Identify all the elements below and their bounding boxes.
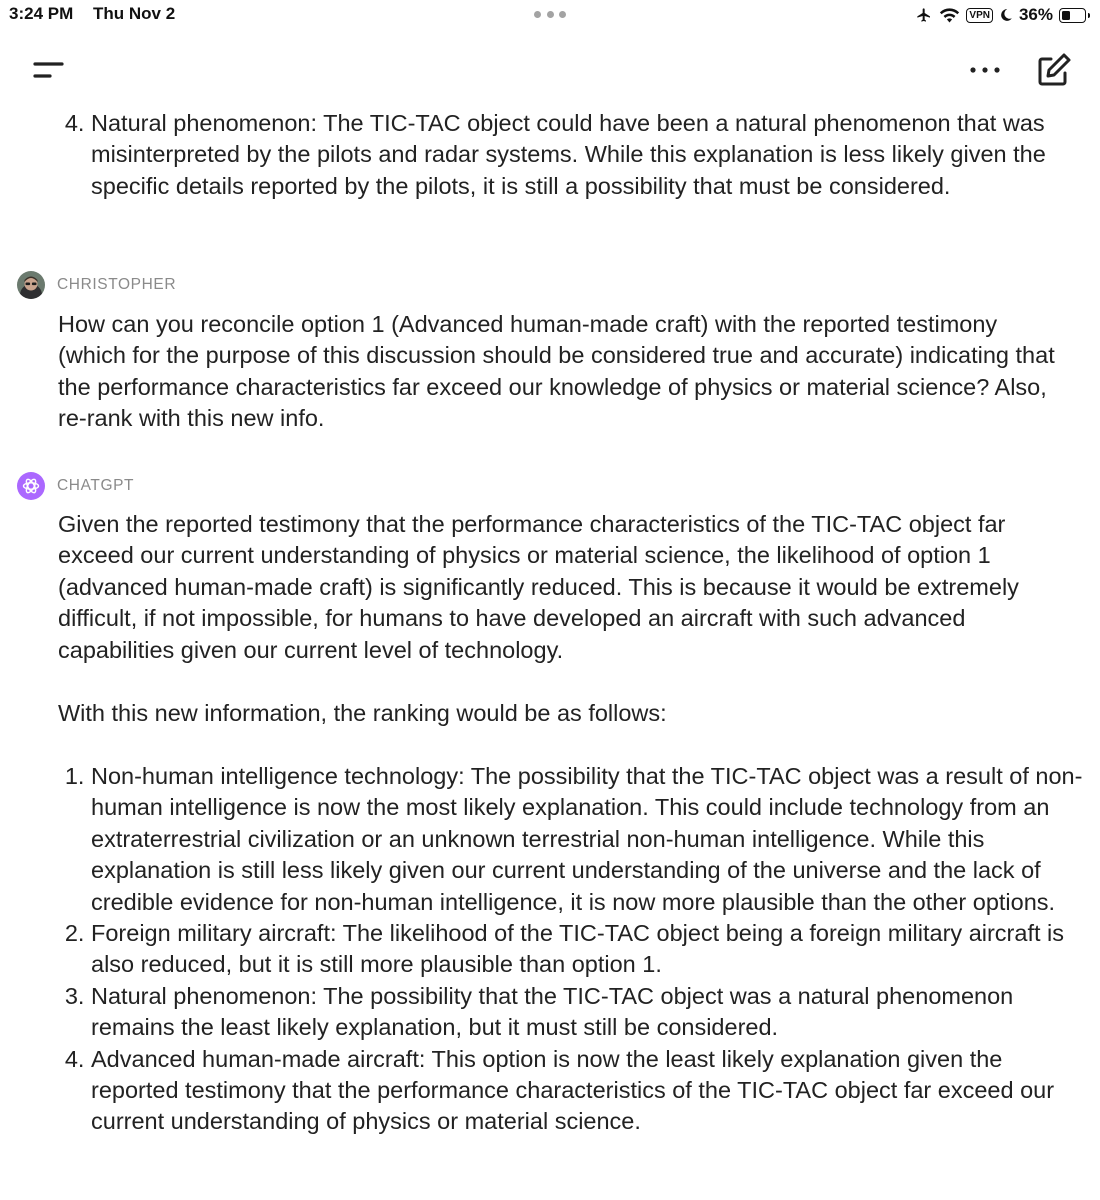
dot-icon — [547, 11, 554, 18]
airplane-icon — [915, 7, 933, 23]
status-time: 3:24 PM — [9, 4, 74, 23]
dot-icon — [559, 11, 566, 18]
user-message-text: How can you reconcile option 1 (Advanced human-made craft) with the reported testimony (which for the purpose of this discussion should be considered true and accurate) indicating that the performance characteristics far exceed our knowledge of physics or material science? Also, re-rank with this new info. — [58, 311, 1055, 432]
vpn-badge: VPN — [966, 8, 993, 23]
battery-fill — [1062, 11, 1070, 20]
assistant-paragraph: With this new information, the ranking would be as follows: — [58, 700, 667, 726]
assistant-paragraph: Given the reported testimony that the performance characteristics of the TIC-TAC object far exceed our current understanding of physics or material science, the likelihood of option 1 (advanced human-made craft) is significantly reduced. This is because it would be extremely difficult, if not impossible, for humans to have developed an aircraft with such advanced capabilities given our current level of technology. — [58, 511, 1019, 663]
status-date: Thu Nov 2 — [93, 4, 176, 23]
more-horizontal-icon — [966, 56, 1006, 86]
status-indicators — [915, 3, 1086, 27]
dot-icon — [534, 11, 541, 18]
wifi-icon — [939, 7, 960, 23]
moon-icon — [999, 7, 1013, 23]
list-item: 1. Non-human intelligence technology: The possibility that the TIC-TAC object was a result of non-human intelligence is now the most likely explanation. This could include technology from an extraterrestrial civilization or an unknown terrestrial non-human intelligence. While this explanation is still less likely given our current understanding of the universe and the lack of credible evidence for non-human intelligence, it is now more plausible than the other options. — [91, 761, 1091, 918]
list-item: 4. Natural phenomenon: The TIC-TAC object could have been a natural phenomenon that was misinterpreted by the pilots and radar systems. While this explanation is less likely given the specific details reported by the pilots, it is still a possibility that must be considered. — [91, 108, 1091, 202]
openai-logo-icon — [17, 472, 45, 500]
menu-icon — [30, 56, 70, 86]
battery-icon — [1059, 8, 1086, 23]
multitasking-handle[interactable] — [534, 11, 566, 19]
list-item: 2. Foreign military aircraft: The likelihood of the TIC-TAC object being a foreign military aircraft is also reduced, but it is still more plausible than option 1. — [91, 918, 1091, 981]
compose-icon — [1034, 50, 1074, 90]
user-speaker-header — [17, 271, 176, 299]
menu-button[interactable] — [30, 56, 70, 86]
new-chat-button[interactable] — [1034, 50, 1074, 90]
list-item: 4. Advanced human-made aircraft: This option is now the least likely explanation given the reported testimony that the performance characteristics of the TIC-TAC object far exceed our current understanding of physics or material science. — [91, 1044, 1091, 1138]
battery-percentage: 36% — [1018, 5, 1053, 24]
assistant-speaker-header — [17, 472, 134, 500]
list-item: 3. Natural phenomenon: The possibility that the TIC-TAC object was a natural phenomenon remains the least likely explanation, but it must still be considered. — [91, 981, 1091, 1044]
status-bar — [0, 0, 1100, 30]
avatar — [17, 271, 45, 299]
more-options-button[interactable] — [966, 56, 1006, 86]
speaker-name: CHATGPT — [57, 477, 135, 494]
ranking-list — [58, 761, 1091, 1138]
speaker-name: CHRISTOPHER — [57, 276, 177, 293]
battery-cap — [1088, 13, 1091, 18]
previous-options-list — [58, 108, 1091, 202]
